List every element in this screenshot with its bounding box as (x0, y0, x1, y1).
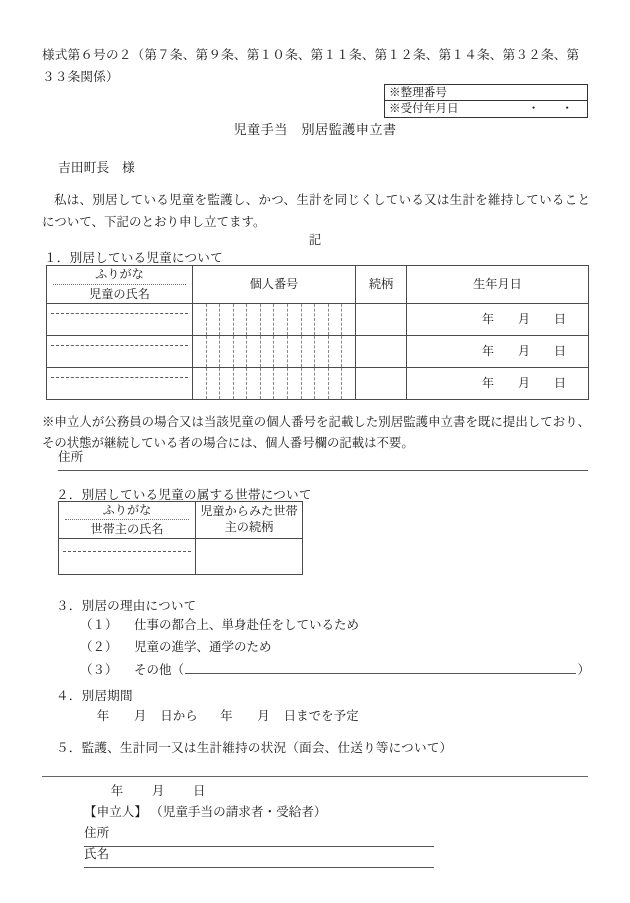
col-name-label: 世帯主の氏名 (90, 522, 164, 536)
digit-cell[interactable] (234, 304, 248, 335)
children-table (46, 265, 589, 400)
submission-day: 日 (192, 784, 206, 798)
digit-cell[interactable] (342, 336, 355, 367)
digit-cell[interactable] (274, 368, 288, 399)
applicant-name-field[interactable] (84, 845, 434, 868)
close-paren: ） (577, 663, 590, 677)
date-separator-1: ・ (527, 102, 540, 116)
digit-cell[interactable] (193, 368, 207, 399)
relationship-field[interactable] (356, 368, 407, 400)
period-end-year: 年 (220, 709, 233, 723)
col-householder-relationship (196, 502, 303, 539)
control-number-row[interactable] (385, 85, 587, 101)
period-plan-suffix: を予定 (321, 709, 359, 723)
relationship-field[interactable] (356, 304, 407, 336)
householder-relationship-field[interactable] (196, 539, 303, 575)
applicant-label: 【申立人】 (84, 805, 147, 819)
digit-cell[interactable] (329, 304, 343, 335)
applicant-note: （児童手当の請求者・受給者） (150, 805, 327, 819)
digit-cell[interactable] (288, 304, 302, 335)
table-header-row (59, 502, 303, 539)
digit-cell[interactable] (207, 304, 221, 335)
reason-other-input[interactable] (185, 658, 576, 674)
receipt-box (384, 84, 588, 118)
receipt-date-separators (459, 100, 587, 118)
applicant-address-field[interactable] (84, 824, 434, 847)
submission-year: 年 (110, 784, 124, 798)
submission-month: 月 (151, 784, 165, 798)
child-name-field[interactable] (47, 336, 193, 368)
col-householder-name (59, 502, 196, 539)
digit-cell[interactable] (342, 368, 355, 399)
digit-cell[interactable] (329, 368, 343, 399)
digit-cell[interactable] (193, 304, 207, 335)
digit-cell[interactable] (315, 368, 329, 399)
digit-cell[interactable] (207, 368, 221, 399)
applicant-name-label: 氏名 (84, 847, 110, 861)
unit-month: 月 (517, 312, 531, 327)
date-separator-2: ・ (561, 102, 573, 116)
control-number-label: ※整理番号 (389, 85, 447, 99)
birthdate-field[interactable] (407, 368, 589, 400)
intro-paragraph: 私は、別居している児童を監護し、かつ、生計を同じくしている又は生計を維持していることについて、下記のとおり申し立てます。 (42, 193, 590, 229)
digit-cell[interactable] (220, 304, 234, 335)
section5-heading: ５．監護、生計同一又は生計維持の状況（面会、仕送り等について） (56, 741, 453, 755)
col-name-label: 児童の氏名 (89, 286, 150, 301)
reason-text: 仕事の都合上、単身赴任をしているため (134, 618, 360, 632)
table-row (59, 539, 303, 575)
household-table (58, 501, 303, 575)
section1-heading: １．別居している児童について (44, 251, 223, 265)
col-relationship: 続柄 (356, 266, 407, 304)
ki-marker: 記 (308, 233, 322, 247)
digit-cell[interactable] (247, 336, 261, 367)
furigana-dotted-line (51, 377, 188, 378)
householder-name-field[interactable] (59, 539, 196, 575)
section2-heading: ２．別居している児童の属する世帯について (56, 488, 312, 502)
open-paren: （ (171, 663, 185, 677)
unit-year: 年 (481, 344, 495, 359)
table-header-row (47, 266, 589, 304)
period-end-day-to: 日まで (283, 709, 322, 723)
page-title: 児童手当 別居監護申立書 (233, 122, 397, 137)
my-number-digit-grid (193, 336, 355, 367)
receipt-date-row[interactable] (385, 101, 587, 117)
digit-cell[interactable] (193, 336, 207, 367)
digit-cell[interactable] (288, 368, 302, 399)
digit-cell[interactable] (342, 304, 355, 335)
period-start-month: 月 (133, 709, 147, 723)
reason-number: （２） (80, 640, 118, 654)
birthdate-field[interactable] (407, 304, 589, 336)
digit-cell[interactable] (261, 304, 275, 335)
my-number-field[interactable] (193, 304, 356, 336)
digit-cell[interactable] (261, 336, 275, 367)
relationship-field[interactable] (356, 336, 407, 368)
birthdate-field[interactable] (407, 336, 589, 368)
my-number-digit-grid (193, 368, 355, 399)
footer-divider (42, 776, 588, 777)
digit-cell[interactable] (302, 336, 316, 367)
col-furigana-label: ふりがな (53, 267, 186, 284)
digit-cell[interactable] (207, 336, 221, 367)
my-number-note: ※申立人が公務員の場合又は当該児童の個人番号を記載した別居監護申立書を既に提出しており、その状態が継続している者の場合には、個人番号欄の記載は不要。 (42, 415, 590, 451)
reason-text: 児童の進学、通学のため (134, 640, 272, 654)
digit-cell[interactable] (274, 304, 288, 335)
digit-cell[interactable] (247, 304, 261, 335)
unit-day: 日 (553, 376, 567, 391)
digit-cell[interactable] (302, 304, 316, 335)
submission-date-field[interactable] (98, 782, 218, 801)
my-number-digit-grid (193, 304, 355, 335)
period-start-day-from: 日から (160, 709, 198, 723)
digit-cell[interactable] (274, 336, 288, 367)
unit-year: 年 (481, 312, 495, 327)
col-my-number: 個人番号 (193, 266, 356, 304)
table-row (47, 304, 589, 336)
unit-day: 日 (553, 312, 567, 327)
reason-text: その他 (134, 663, 172, 677)
addressee: 吉田町長 様 (58, 161, 135, 175)
table-row (47, 336, 589, 368)
digit-cell[interactable] (234, 336, 248, 367)
digit-cell[interactable] (234, 368, 248, 399)
reason-list (80, 614, 590, 680)
furigana-dotted-line (51, 345, 188, 346)
child-address-field[interactable] (58, 448, 588, 471)
period-start-year: 年 (96, 709, 110, 723)
section3-heading: ３．別居の理由について (56, 599, 197, 613)
section4-heading: ４．別居期間 (56, 689, 133, 703)
my-number-field[interactable] (193, 368, 356, 400)
child-name-field[interactable] (47, 368, 193, 400)
form-number-line: 様式第６号の２（第７条、第９条、第１０条、第１１条、第１２条、第１４条、第３２条、第３３条関係） (42, 48, 580, 85)
my-number-field[interactable] (193, 336, 356, 368)
digit-cell[interactable] (315, 336, 329, 367)
applicant-address-label: 住所 (84, 826, 110, 840)
receipt-date-label: ※受付年月日 (389, 102, 459, 116)
applicant-heading (84, 803, 326, 823)
reason-number: （１） (80, 618, 118, 632)
unit-year: 年 (481, 376, 495, 391)
col-householder-relationship-label: 児童からみた世帯主の続柄 (200, 504, 298, 534)
child-name-field[interactable] (47, 304, 193, 336)
digit-cell[interactable] (302, 368, 316, 399)
digit-cell[interactable] (247, 368, 261, 399)
reason-option-3[interactable] (80, 658, 590, 680)
furigana-dotted-line (63, 551, 191, 552)
unit-day: 日 (553, 344, 567, 359)
period-end-month: 月 (257, 709, 270, 723)
reason-option-2[interactable] (80, 636, 590, 658)
col-birthdate: 生年月日 (407, 266, 589, 304)
child-address-label: 住所 (58, 450, 84, 464)
table-row (47, 368, 589, 400)
digit-cell[interactable] (261, 368, 275, 399)
unit-month: 月 (517, 344, 531, 359)
unit-month: 月 (517, 376, 531, 391)
separation-period-field[interactable] (86, 707, 359, 726)
digit-cell[interactable] (220, 336, 234, 367)
digit-cell[interactable] (288, 336, 302, 367)
col-furigana-label: ふりがな (65, 503, 189, 520)
furigana-dotted-line (51, 313, 188, 314)
reason-option-1[interactable] (80, 614, 590, 636)
digit-cell[interactable] (220, 368, 234, 399)
reason-other-wrapper (134, 658, 590, 681)
digit-cell[interactable] (315, 304, 329, 335)
col-child-name (47, 266, 193, 304)
digit-cell[interactable] (329, 336, 343, 367)
reason-number: （３） (80, 663, 118, 677)
